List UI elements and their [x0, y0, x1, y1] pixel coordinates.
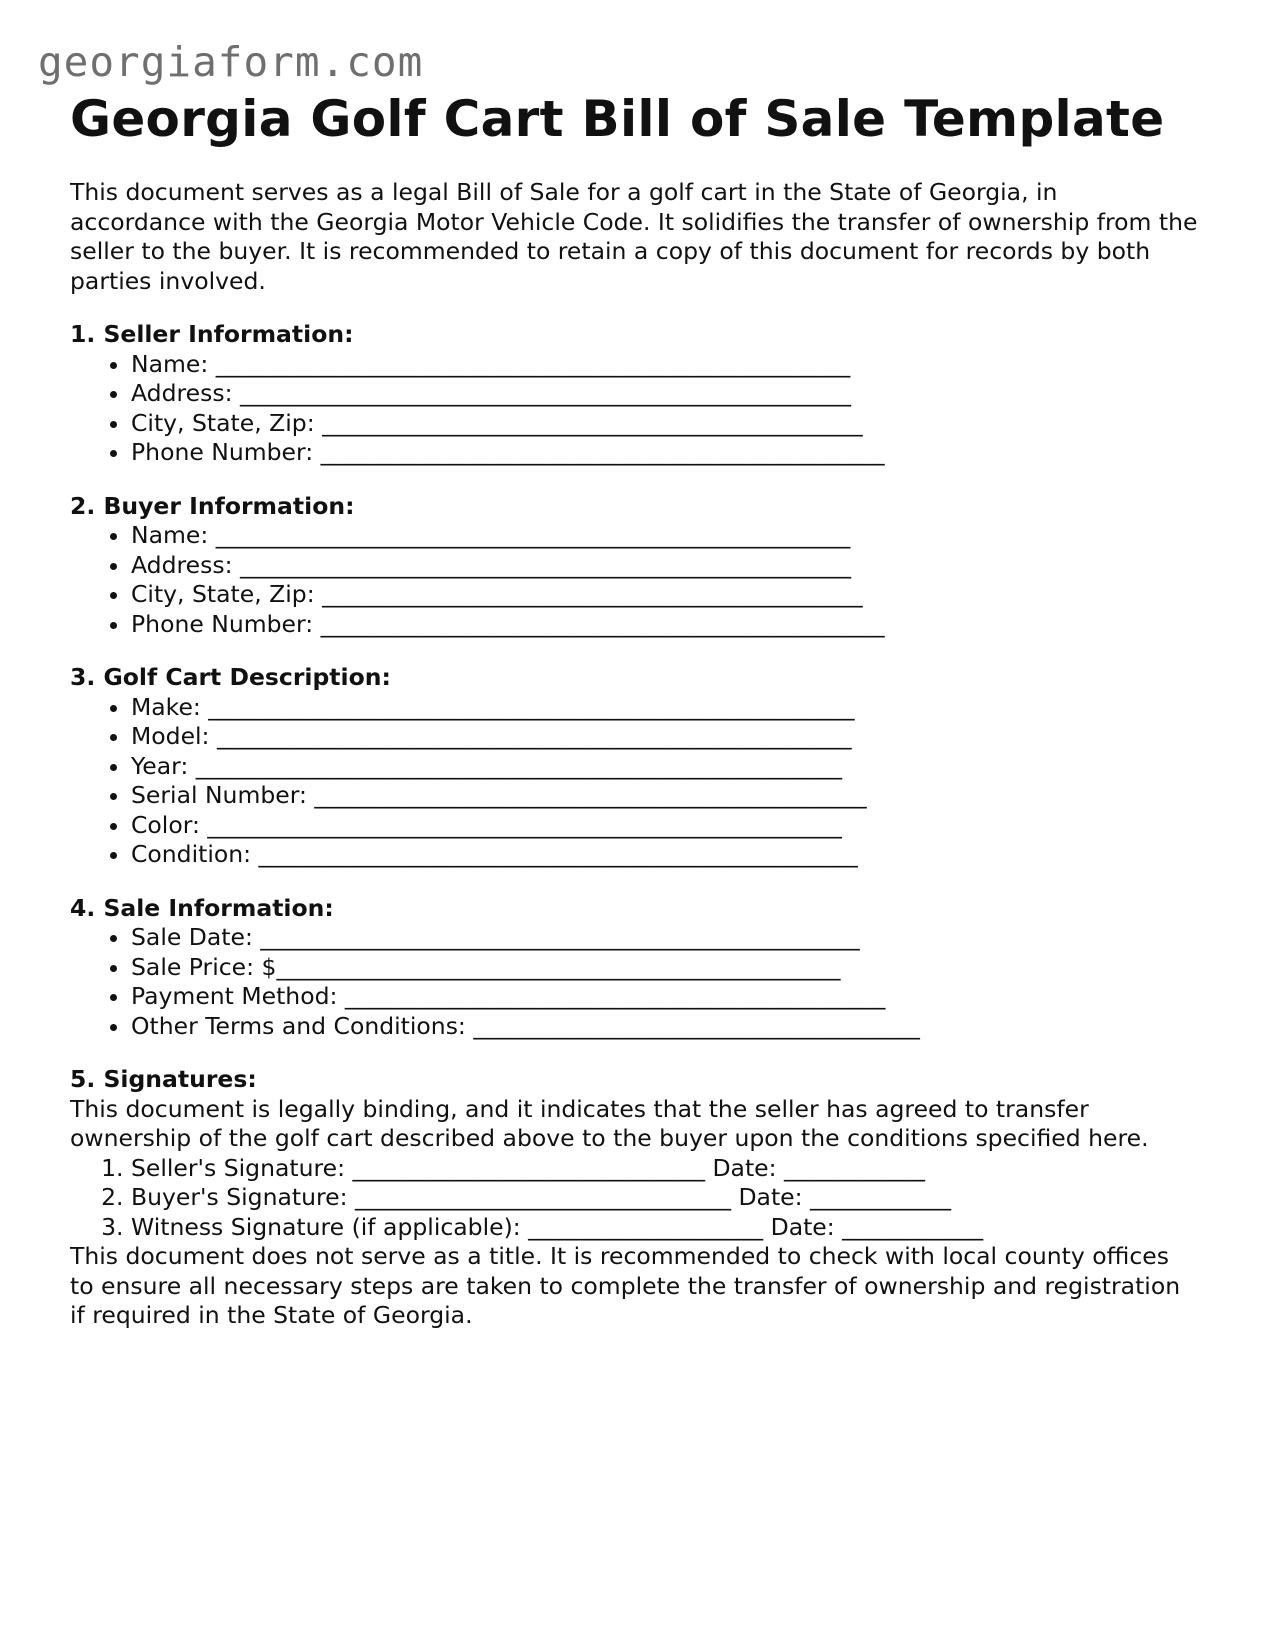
cart-serial-field[interactable]: • Serial Number: _______________________________________________: [131, 781, 1200, 811]
other-terms-field[interactable]: • Other Terms and Conditions: ______________________________________: [131, 1012, 1200, 1042]
buyer-fields: [70, 521, 1200, 639]
section-heading: 4. Sale Information:: [70, 893, 334, 922]
seller-name-field[interactable]: • Name: ______________________________________________________: [131, 350, 1200, 380]
buyer-section: [70, 492, 1200, 640]
signatures-text: This document is legally binding, and it indicates that the seller has agreed to transfer ownership of the golf cart described above to the buyer upon the conditions specified here.: [70, 1094, 1149, 1152]
payment-method-field[interactable]: • Payment Method: ______________________________________________: [131, 982, 1200, 1012]
buyer-city-state-zip-field[interactable]: • City, State, Zip: ______________________________________________: [131, 580, 1200, 610]
sale-date-field[interactable]: • Sale Date: ___________________________________________________: [131, 923, 1200, 953]
seller-city-state-zip-field[interactable]: • City, State, Zip: ______________________________________________: [131, 409, 1200, 439]
cart-model-field[interactable]: • Model: ______________________________________________________: [131, 722, 1200, 752]
cart-make-field[interactable]: • Make: _______________________________________________________: [131, 693, 1200, 723]
watermark: georgiaform.com: [38, 38, 424, 86]
cart-condition-field[interactable]: • Condition: ___________________________________________________: [131, 840, 1200, 870]
cart-description-section: [70, 663, 1200, 870]
buyer-phone-field[interactable]: • Phone Number: ________________________________________________: [131, 610, 1200, 640]
buyer-address-field[interactable]: • Address: ____________________________________________________: [131, 551, 1200, 581]
buyer-signature-field[interactable]: 2. Buyer's Signature: ________________________________ Date: ____________: [131, 1183, 1200, 1213]
cart-year-field[interactable]: • Year: _______________________________________________________: [131, 752, 1200, 782]
page-title: Georgia Golf Cart Bill of Sale Template: [70, 90, 1165, 148]
section-heading: 5. Signatures:: [70, 1065, 257, 1093]
cart-fields: [70, 693, 1200, 870]
section-heading: 2. Buyer Information:: [70, 491, 355, 520]
sale-section: [70, 894, 1200, 1042]
seller-phone-field[interactable]: • Phone Number: ________________________________________________: [131, 438, 1200, 468]
document-page: [70, 88, 1200, 1331]
buyer-name-field[interactable]: • Name: ______________________________________________________: [131, 521, 1200, 551]
seller-section: [70, 320, 1200, 468]
footer-paragraph: This document does not serve as a title. It is recommended to check with local county offices to ensure all necessary steps are taken to complete the transfer of ownership and registration if required in the State of Georgia.: [70, 1242, 1181, 1329]
signatures-section: [70, 1065, 1200, 1242]
intro-paragraph: This document serves as a legal Bill of Sale for a golf cart in the State of Georgia, in accordance with the Georgia Motor Vehicle Code. It solidifies the transfer of ownership from the seller to the buyer. It is recommended to retain a copy of this document for records by both parties involved.: [70, 178, 1198, 295]
sale-fields: [70, 923, 1200, 1041]
seller-fields: [70, 350, 1200, 468]
section-heading: 1. Seller Information:: [70, 320, 354, 348]
section-heading: 3. Golf Cart Description:: [70, 663, 391, 691]
seller-address-field[interactable]: • Address: ____________________________________________________: [131, 379, 1200, 409]
seller-signature-field[interactable]: 1. Seller's Signature: ______________________________ Date: ____________: [131, 1154, 1200, 1184]
witness-signature-field[interactable]: 3. Witness Signature (if applicable): ____________________ Date: ____________: [131, 1213, 1200, 1243]
cart-color-field[interactable]: • Color: ______________________________________________________: [131, 811, 1200, 841]
signature-lines: [70, 1154, 1200, 1243]
sale-price-field[interactable]: • Sale Price: $________________________________________________: [131, 953, 1200, 983]
